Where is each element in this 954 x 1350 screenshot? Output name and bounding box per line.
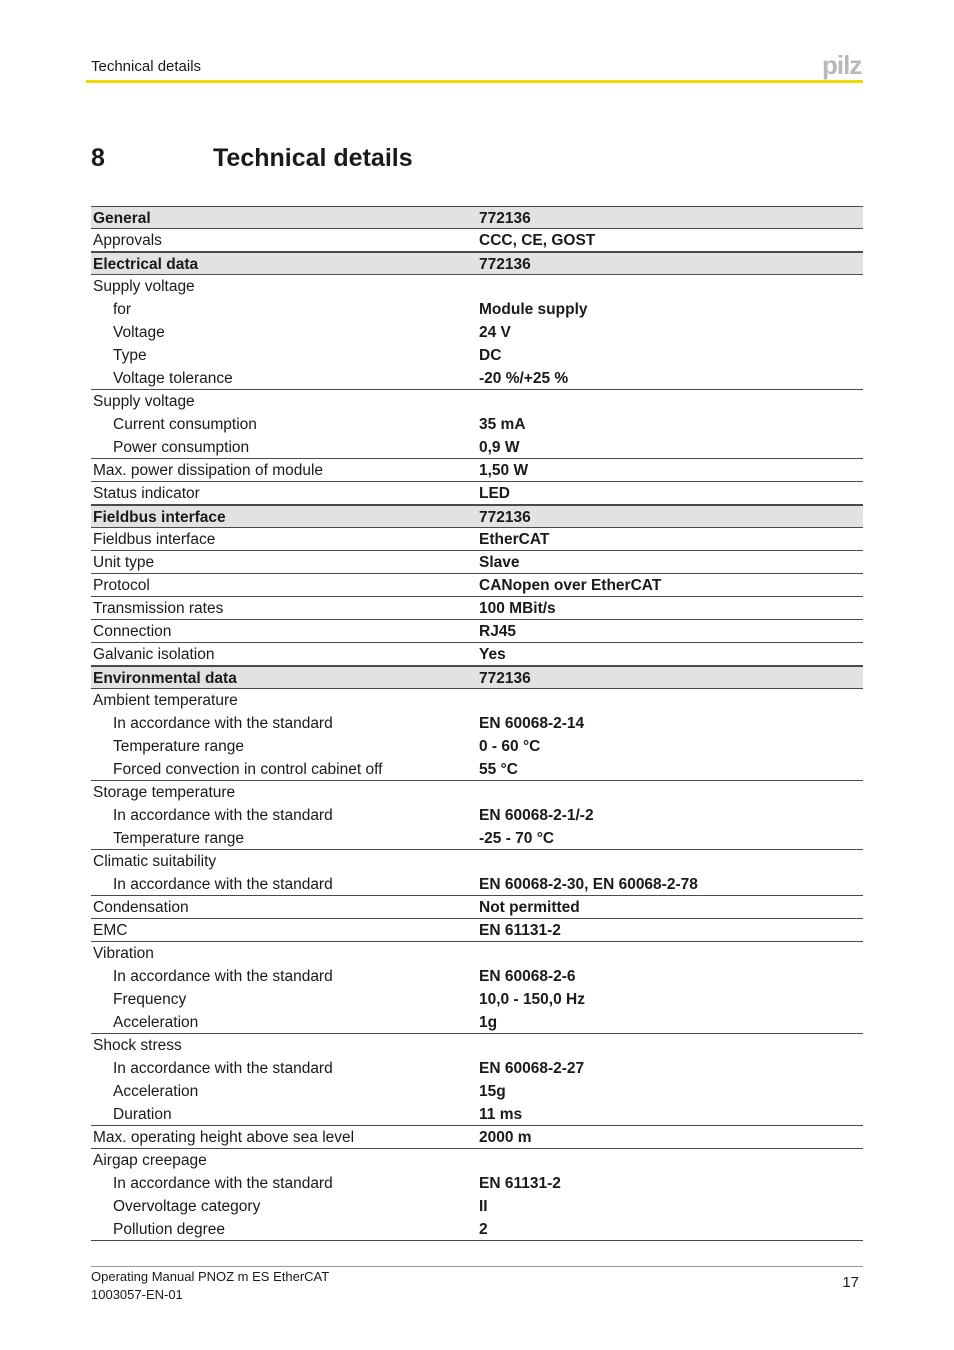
row-label: Acceleration [113,1014,199,1031]
table-row [91,597,863,620]
table-row [91,367,863,390]
row-label: EMC [93,922,128,939]
row-value: EtherCAT [479,531,550,548]
table-section-header [91,666,863,689]
row-label: Supply voltage [93,393,195,410]
row-value: Yes [479,646,506,663]
row-value: -20 %/+25 % [479,370,569,387]
pilz-logo: pilz [822,50,862,80]
row-label: Max. power dissipation of module [93,462,324,479]
table-row [91,827,863,850]
row-label: Unit type [93,554,155,571]
row-label: Environmental data [93,670,237,687]
row-value: II [479,1198,488,1215]
row-label: Acceleration [113,1083,199,1100]
table-row [91,459,863,482]
table-row [91,781,863,804]
row-label: In accordance with the standard [113,715,333,732]
row-label: Transmission rates [93,600,224,617]
row-label: In accordance with the standard [113,807,333,824]
row-label: Duration [113,1106,172,1123]
table-row [91,1057,863,1080]
table-row [91,1080,863,1103]
table-row [91,321,863,344]
table-row [91,298,863,321]
technical-data-table [91,206,863,1241]
row-value: EN 60068-2-6 [479,968,576,985]
table-row [91,643,863,666]
row-value: EN 60068-2-30, EN 60068-2-78 [479,876,698,893]
row-value: 772136 [479,509,531,526]
row-value: 55 °C [479,761,518,778]
row-label: for [113,301,132,318]
row-value: DC [479,347,502,364]
table-row [91,528,863,551]
row-label: Electrical data [93,256,199,273]
row-value: -25 - 70 °C [479,830,555,847]
row-label: Status indicator [93,485,200,502]
table-section-header [91,505,863,528]
row-value: 0,9 W [479,439,520,456]
row-label: Power consumption [113,439,250,456]
table-row [91,965,863,988]
table-row [91,758,863,781]
row-label: Fieldbus interface [93,509,226,526]
table-row [91,804,863,827]
chapter-title: Technical details [213,144,413,172]
page-number: 17 [842,1274,859,1291]
table-row [91,1149,863,1172]
row-label: In accordance with the standard [113,1175,333,1192]
row-value: 1,50 W [479,462,529,479]
footer-rule [91,1266,863,1267]
header-rule [86,80,863,83]
row-value: 11 ms [479,1106,523,1123]
row-value: 10,0 - 150,0 Hz [479,991,585,1008]
table-section-header [91,252,863,275]
row-label: In accordance with the standard [113,1060,333,1077]
row-value: EN 60068-2-27 [479,1060,585,1077]
row-value: 2000 m [479,1129,532,1146]
table-row [91,1011,863,1034]
table-row [91,712,863,735]
table-row [91,620,863,643]
table-row [91,390,863,413]
table-row [91,735,863,758]
row-value: 1g [479,1014,498,1031]
row-value: 15g [479,1083,506,1100]
table-row [91,850,863,873]
row-value: Not permitted [479,899,580,916]
footer-manual-title: Operating Manual PNOZ m ES EtherCAT [91,1269,330,1284]
row-label: Pollution degree [113,1221,226,1238]
row-label: In accordance with the standard [113,876,333,893]
table-row [91,919,863,942]
row-label: Type [113,347,147,364]
row-value: LED [479,485,510,502]
table-row [91,1195,863,1218]
table-section-header [91,206,863,229]
row-label: Voltage tolerance [113,370,233,387]
row-label: In accordance with the standard [113,968,333,985]
table-row [91,942,863,965]
table-row [91,344,863,367]
table-row [91,1034,863,1057]
row-value: EN 60068-2-14 [479,715,585,732]
row-label: Current consumption [113,416,257,433]
row-label: Airgap creepage [93,1152,207,1169]
row-label: Condensation [93,899,189,916]
row-label: Protocol [93,577,150,594]
table-row [91,229,863,252]
row-label: Supply voltage [93,278,195,295]
row-value: EN 61131-2 [479,1175,561,1192]
row-label: Fieldbus interface [93,531,216,548]
table-row [91,1103,863,1126]
row-value: EN 60068-2-1/-2 [479,807,594,824]
table-row [91,1218,863,1241]
table-row [91,689,863,712]
row-label: Vibration [93,945,154,962]
row-label: Climatic suitability [93,853,217,870]
table-row [91,574,863,597]
row-value: 772136 [479,256,531,273]
row-value: 100 MBit/s [479,600,556,617]
row-label: Forced convection in control cabinet off [113,761,383,778]
row-value: Module supply [479,301,588,318]
table-row [91,436,863,459]
row-label: Ambient temperature [93,692,238,709]
row-value: 35 mA [479,416,526,433]
row-label: Shock stress [93,1037,182,1054]
chapter-number: 8 [91,144,105,172]
row-label: Voltage [113,324,165,341]
row-label: Galvanic isolation [93,646,215,663]
table-row [91,551,863,574]
row-label: Temperature range [113,830,244,847]
row-value: Slave [479,554,520,571]
row-value: EN 61131-2 [479,922,561,939]
row-label: General [93,210,151,227]
row-value: 0 - 60 °C [479,738,541,755]
header-title: Technical details [91,58,202,75]
table-row [91,873,863,896]
table-row [91,988,863,1011]
row-label: Overvoltage category [113,1198,261,1215]
table-row [91,413,863,436]
row-label: Temperature range [113,738,244,755]
row-value: 24 V [479,324,511,341]
table-row [91,1172,863,1195]
table-row [91,1126,863,1149]
row-value: RJ45 [479,623,517,640]
row-value: 772136 [479,210,531,227]
table-row [91,896,863,919]
table-row [91,482,863,505]
row-value: CCC, CE, GOST [479,232,596,249]
row-label: Approvals [93,232,162,249]
row-label: Storage temperature [93,784,236,801]
row-value: 772136 [479,670,531,687]
row-label: Max. operating height above sea level [93,1129,355,1146]
footer-document-number: 1003057-EN-01 [91,1287,183,1302]
row-label: Connection [93,623,172,640]
table-row [91,275,863,298]
row-label: Frequency [113,991,187,1008]
row-value: CANopen over EtherCAT [479,577,662,594]
row-value: 2 [479,1221,488,1238]
